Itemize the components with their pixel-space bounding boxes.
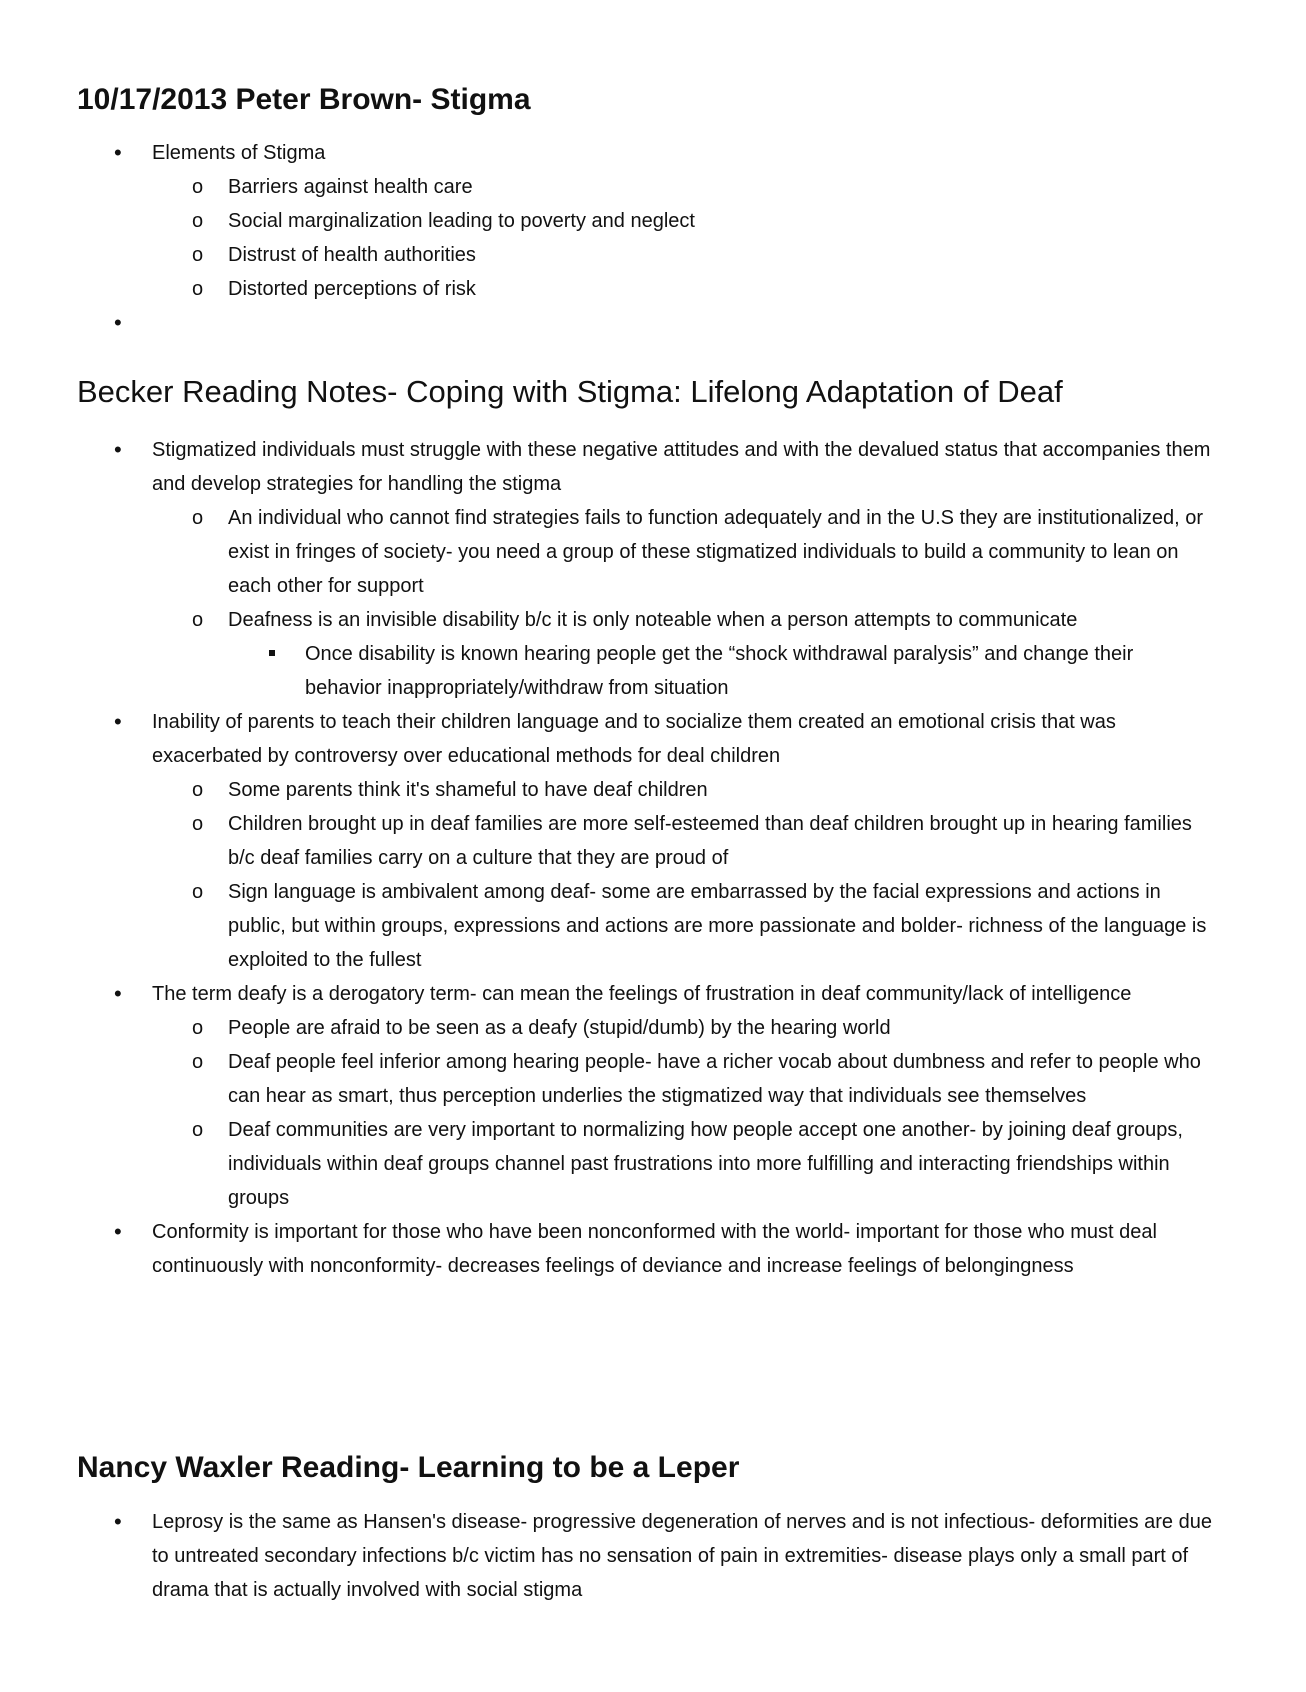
list-item xyxy=(0,977,1217,1011)
list-item xyxy=(0,773,1220,807)
list-item-text: Social marginalization leading to poverty and neglect xyxy=(228,210,695,232)
bullet-marker: • xyxy=(114,981,122,1006)
list-item-text: The term deafy is a derogatory term- can mean the feelings of frustration in deaf community/lack of intelligence xyxy=(152,983,1132,1005)
sub-bullet-marker: o xyxy=(192,1051,204,1073)
list-item-text: Deafness is an invisible disability b/c it is only noteable when a person attempts to communicate xyxy=(228,609,1078,631)
section-heading-nancy-waxler: Nancy Waxler Reading- Learning to be a Leper xyxy=(77,1451,740,1484)
section-heading-becker: Becker Reading Notes- Coping with Stigma: Lifelong Adaptation of Deaf xyxy=(77,374,1063,409)
list-item-empty xyxy=(0,306,1217,340)
list-item xyxy=(0,705,1217,773)
section-3-list xyxy=(0,1505,1306,1607)
list-item-text: Barriers against health care xyxy=(228,176,473,198)
list-item xyxy=(0,1215,1217,1283)
bullet-marker: • xyxy=(114,1509,122,1534)
sub-bullet-marker: o xyxy=(192,609,204,631)
list-item-text: People are afraid to be seen as a deafy (stupid/dumb) by the hearing world xyxy=(228,1017,891,1039)
list-item xyxy=(0,1011,1220,1045)
list-item-text xyxy=(152,312,158,334)
list-item xyxy=(0,1045,1220,1113)
list-item-text: Conformity is important for those who have been nonconformed with the world- important for those who must deal continuously with nonconformity- decreases feelings of deviance and increase feelings of belongingness xyxy=(152,1221,1157,1277)
section-heading-peter-brown: 10/17/2013 Peter Brown- Stigma xyxy=(77,83,531,116)
list-item-text: Deaf communities are very important to normalizing how people accept one another- by joining deaf groups, individuals within deaf groups channel past frustrations into more fulfilling and interacting friendships within groups xyxy=(228,1119,1183,1209)
list-item-text: Distorted perceptions of risk xyxy=(228,278,476,300)
bullet-marker: • xyxy=(114,1219,122,1244)
sub-bullet-marker: o xyxy=(192,1119,204,1141)
sub-bullet-marker: o xyxy=(192,210,204,232)
list-item-text: Inability of parents to teach their children language and to socialize them created an emotional crisis that was exacerbated by controversy over educational methods for deal children xyxy=(152,711,1116,767)
list-item-text: An individual who cannot find strategies fails to function adequately and in the U.S they are institutionalized, or exist in fringes of society- you need a group of these stigmatized individuals to build a community to lean on each other for support xyxy=(228,507,1204,597)
list-item-text: Distrust of health authorities xyxy=(228,244,476,266)
list-item xyxy=(0,238,1220,272)
bullet-marker: • xyxy=(114,437,122,462)
list-item-text: Leprosy is the same as Hansen's disease- progressive degeneration of nerves and is not infectious- deformities are due to untreated secondary infections b/c victim has no sensation of pain in extremities- disease plays only a small part of drama that is actually involved with social stigma xyxy=(152,1511,1212,1601)
list-item-text: Elements of Stigma xyxy=(152,142,326,164)
bullet-marker: • xyxy=(114,310,122,335)
bullet-marker: • xyxy=(114,140,122,165)
list-item xyxy=(0,170,1220,204)
list-item-text: Deaf people feel inferior among hearing people- have a richer vocab about dumbness and refer to people who can hear as smart, thus perception underlies the stigmatized way that individuals see themselves xyxy=(228,1051,1201,1107)
list-item xyxy=(0,807,1220,875)
sub-bullet-marker: o xyxy=(192,1017,204,1039)
list-item-text: Stigmatized individuals must struggle with these negative attitudes and with the devalued status that accompanies them and develop strategies for handling the stigma xyxy=(152,439,1211,495)
list-item xyxy=(0,204,1220,238)
list-item xyxy=(0,501,1220,603)
sub-bullet-marker: o xyxy=(192,278,204,300)
sub-bullet-marker: o xyxy=(192,244,204,266)
sub-bullet-marker: o xyxy=(192,507,204,529)
list-item xyxy=(0,1505,1217,1607)
square-bullet-icon xyxy=(269,637,275,671)
sub-bullet-marker: o xyxy=(192,813,204,835)
list-item xyxy=(0,433,1217,501)
list-item xyxy=(0,875,1220,977)
list-item xyxy=(0,136,1217,170)
section-1-list xyxy=(0,136,1306,340)
section-2-list xyxy=(0,433,1306,1283)
bullet-marker: • xyxy=(114,709,122,734)
sub-bullet-marker: o xyxy=(192,176,204,198)
list-item xyxy=(0,637,1185,705)
list-item-text: Once disability is known hearing people get the “shock withdrawal paralysis” and change their behavior inappropriately/withdraw from situation xyxy=(305,643,1134,699)
list-item xyxy=(0,272,1220,306)
sub-bullet-marker: o xyxy=(192,881,204,903)
list-item-text: Some parents think it's shameful to have deaf children xyxy=(228,779,708,801)
sub-bullet-marker: o xyxy=(192,779,204,801)
list-item xyxy=(0,1113,1220,1215)
list-item-text: Sign language is ambivalent among deaf- some are embarrassed by the facial expressions and actions in public, but within groups, expressions and actions are more passionate and bolder- richness of the language is exploited to the fullest xyxy=(228,881,1207,971)
list-item xyxy=(0,603,1220,637)
list-item-text: Children brought up in deaf families are more self-esteemed than deaf children brought up in hearing families b/c deaf families carry on a culture that they are proud of xyxy=(228,813,1192,869)
